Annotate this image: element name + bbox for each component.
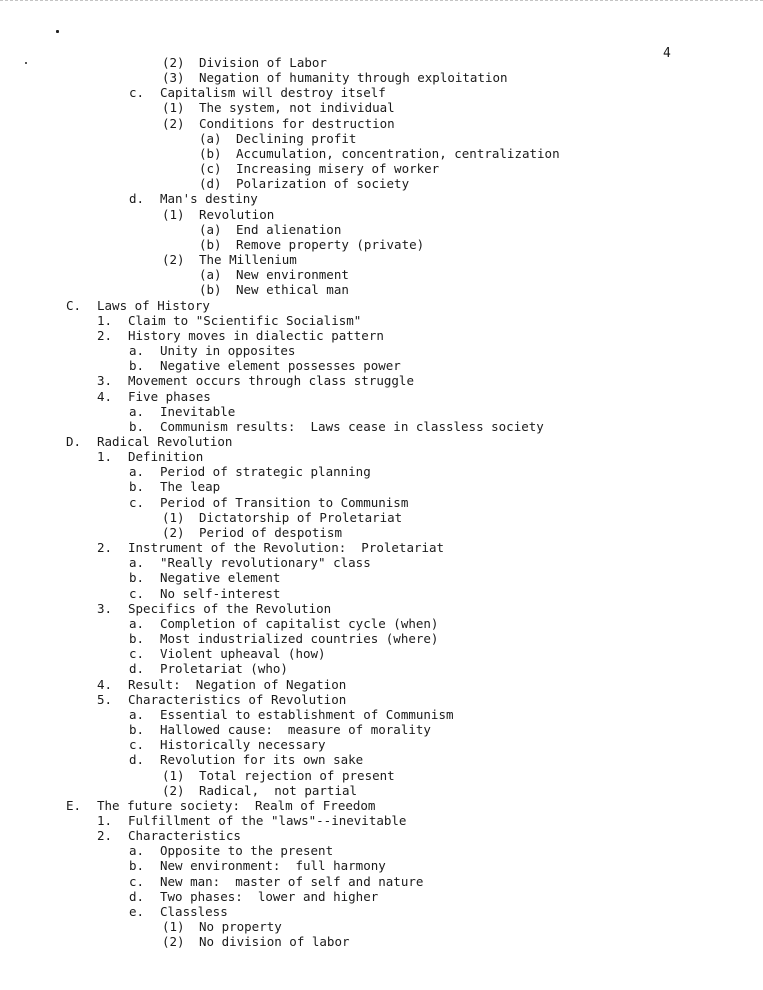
outline-marker: e. bbox=[129, 903, 145, 919]
outline-text: Period of Transition to Communism bbox=[160, 494, 409, 510]
outline-marker: b. bbox=[129, 358, 145, 374]
outline-item bbox=[129, 858, 386, 873]
outline-text: Declining profit bbox=[236, 130, 357, 146]
outline-text: Period of despotism bbox=[199, 524, 342, 540]
outline-marker: c. bbox=[129, 646, 145, 662]
outline-item bbox=[162, 70, 508, 85]
outline-item bbox=[199, 161, 439, 176]
outline-item bbox=[129, 479, 220, 494]
outline-marker: b. bbox=[129, 570, 145, 586]
outline-text: Most industrialized countries (where) bbox=[160, 631, 439, 647]
outline-item bbox=[129, 874, 423, 889]
outline-marker: (a) bbox=[199, 267, 222, 283]
outline-text: Accumulation, concentration, centralization bbox=[236, 145, 560, 161]
outline-marker: (2) bbox=[162, 55, 185, 70]
outline-marker: 2. bbox=[97, 828, 113, 844]
outline-marker: c. bbox=[129, 737, 145, 753]
outline-text: Instrument of the Revolution: Proletariat bbox=[128, 540, 445, 556]
outline-text: Total rejection of present bbox=[199, 767, 395, 783]
outline-marker: 3. bbox=[97, 373, 113, 389]
outline-marker: a. bbox=[129, 843, 145, 859]
outline-text: End alienation bbox=[236, 221, 342, 237]
outline-marker: d. bbox=[129, 752, 145, 768]
outline-text: Hallowed cause: measure of morality bbox=[160, 722, 431, 738]
outline-text: Characteristics of Revolution bbox=[128, 691, 347, 707]
outline-marker: b. bbox=[129, 631, 145, 647]
outline-marker: D. bbox=[66, 434, 82, 449]
outline-item bbox=[129, 752, 363, 767]
outline-text: No property bbox=[199, 919, 282, 935]
outline-marker: C. bbox=[66, 297, 82, 313]
page-number: 4 bbox=[663, 46, 671, 61]
outline-marker: a. bbox=[129, 464, 145, 480]
outline-item bbox=[97, 692, 346, 707]
outline-marker: 1. bbox=[97, 449, 113, 465]
outline-text: No division of labor bbox=[199, 934, 350, 950]
outline-text: Five phases bbox=[128, 388, 211, 404]
outline-item bbox=[97, 813, 406, 828]
outline-item bbox=[129, 904, 228, 919]
outline-marker: (1) bbox=[162, 767, 185, 783]
outline-item bbox=[199, 282, 349, 297]
outline-marker: (2) bbox=[162, 934, 185, 950]
outline-marker: (2) bbox=[162, 524, 185, 540]
outline-text: Proletariat (who) bbox=[160, 661, 288, 677]
outline-marker: d. bbox=[129, 191, 145, 207]
outline-text: "Really revolutionary" class bbox=[160, 555, 371, 571]
outline-text: Two phases: lower and higher bbox=[160, 888, 379, 904]
outline-item bbox=[162, 768, 395, 783]
outline-text: Claim to "Scientific Socialism" bbox=[128, 312, 362, 328]
outline-item bbox=[199, 176, 409, 191]
outline-item bbox=[66, 798, 375, 813]
outline-item bbox=[162, 100, 395, 115]
outline-item bbox=[162, 783, 357, 798]
outline-item bbox=[162, 510, 402, 525]
outline-text: Unity in opposites bbox=[160, 343, 296, 359]
outline-marker: 4. bbox=[97, 388, 113, 404]
outline-marker: (1) bbox=[162, 509, 185, 525]
outline-marker: b. bbox=[129, 722, 145, 738]
outline-marker: (b) bbox=[199, 236, 222, 252]
outline-item bbox=[97, 601, 331, 616]
outline-marker: (b) bbox=[199, 282, 222, 298]
outline-marker: (a) bbox=[199, 130, 222, 146]
outline-marker: (2) bbox=[162, 782, 185, 798]
outline-item bbox=[97, 313, 361, 328]
outline-item bbox=[97, 540, 444, 555]
outline-marker: d. bbox=[129, 888, 145, 904]
outline-text: Increasing misery of worker bbox=[236, 161, 440, 177]
outline-text: Negative element bbox=[160, 570, 281, 586]
outline-text: Inevitable bbox=[160, 403, 236, 419]
outline-item bbox=[97, 373, 414, 388]
outline-text: Polarization of society bbox=[236, 176, 410, 192]
outline-text: Completion of capitalist cycle (when) bbox=[160, 615, 439, 631]
outline-marker: d. bbox=[129, 661, 145, 677]
outline-marker: 5. bbox=[97, 691, 113, 707]
outline-text: Negation of humanity through exploitation bbox=[199, 70, 508, 86]
outline-marker: c. bbox=[129, 494, 145, 510]
outline-text: Definition bbox=[128, 449, 204, 465]
outline-text: New environment bbox=[236, 267, 349, 283]
outline-item bbox=[199, 237, 424, 252]
outline-text: No self-interest bbox=[160, 585, 281, 601]
outline-marker: 1. bbox=[97, 312, 113, 328]
outline-marker: a. bbox=[129, 706, 145, 722]
outline-item bbox=[129, 661, 288, 676]
outline-item bbox=[129, 343, 295, 358]
outline-item bbox=[129, 707, 454, 722]
outline-text: Fulfillment of the "laws"--inevitable bbox=[128, 813, 407, 828]
outline-text: Division of Labor bbox=[199, 55, 327, 70]
outline-text: Laws of History bbox=[97, 297, 210, 313]
outline-item bbox=[97, 328, 384, 343]
outline-text: Radical, not partial bbox=[199, 782, 358, 798]
outline-text: Conditions for destruction bbox=[199, 115, 395, 131]
outline-marker: (1) bbox=[162, 206, 185, 222]
outline-marker: a. bbox=[129, 343, 145, 359]
outline-item bbox=[66, 298, 210, 313]
outline-text: Man's destiny bbox=[160, 191, 258, 207]
outline-marker: c. bbox=[129, 585, 145, 601]
outline-marker: (1) bbox=[162, 919, 185, 935]
outline-item bbox=[129, 85, 386, 100]
outline-marker: 1. bbox=[97, 813, 113, 828]
outline-item bbox=[129, 843, 333, 858]
outline-item bbox=[129, 722, 431, 737]
outline-text: Classless bbox=[160, 903, 228, 919]
outline-marker: a. bbox=[129, 403, 145, 419]
outline-text: History moves in dialectic pattern bbox=[128, 327, 384, 343]
outline-text: Result: Negation of Negation bbox=[128, 676, 347, 692]
outline-text: Negative element possesses power bbox=[160, 358, 401, 374]
outline-marker: b. bbox=[129, 479, 145, 495]
outline-item bbox=[162, 252, 297, 267]
outline-text: The Millenium bbox=[199, 252, 297, 268]
outline-item bbox=[129, 646, 326, 661]
outline-text: Historically necessary bbox=[160, 737, 326, 753]
outline-marker: a. bbox=[129, 555, 145, 571]
outline-text: Opposite to the present bbox=[160, 843, 334, 859]
outline-item bbox=[129, 737, 326, 752]
outline-item bbox=[129, 358, 401, 373]
outline-item bbox=[129, 555, 371, 570]
outline-text: The future society: Realm of Freedom bbox=[97, 797, 376, 813]
outline-item bbox=[199, 267, 349, 282]
outline-item bbox=[129, 404, 235, 419]
outline-text: Communism results: Laws cease in classless society bbox=[160, 418, 544, 434]
outline-text: Essential to establishment of Communism bbox=[160, 706, 454, 722]
outline-marker: (3) bbox=[162, 70, 185, 86]
outline-item bbox=[97, 677, 346, 692]
outline-text: New man: master of self and nature bbox=[160, 873, 424, 889]
outline-item bbox=[129, 631, 438, 646]
outline-marker: (2) bbox=[162, 115, 185, 131]
outline-text: New environment: full harmony bbox=[160, 858, 386, 874]
outline-item bbox=[162, 525, 342, 540]
outline-item bbox=[129, 419, 544, 434]
outline-marker: (d) bbox=[199, 176, 222, 192]
outline-text: Period of strategic planning bbox=[160, 464, 371, 480]
outline-marker: (c) bbox=[199, 161, 222, 177]
outline-text: Revolution for its own sake bbox=[160, 752, 364, 768]
outline-text: Violent upheaval (how) bbox=[160, 646, 326, 662]
outline-marker: (2) bbox=[162, 252, 185, 268]
outline-item bbox=[162, 919, 282, 934]
outline-item bbox=[129, 889, 378, 904]
outline-item bbox=[97, 389, 211, 404]
outline-item bbox=[162, 55, 327, 70]
outline-text: Specifics of the Revolution bbox=[128, 600, 332, 616]
outline-text: Remove property (private) bbox=[236, 236, 425, 252]
outline-item bbox=[66, 434, 232, 449]
outline-text: Movement occurs through class struggle bbox=[128, 373, 414, 389]
outline-item bbox=[129, 616, 438, 631]
outline-marker: 4. bbox=[97, 676, 113, 692]
outline-marker: b. bbox=[129, 858, 145, 874]
outline-item bbox=[199, 146, 560, 161]
outline-item bbox=[97, 449, 203, 464]
outline-marker: 2. bbox=[97, 540, 113, 556]
outline-item bbox=[162, 934, 350, 949]
outline-text: Dictatorship of Proletariat bbox=[199, 509, 403, 525]
outline-marker: E. bbox=[66, 797, 82, 813]
outline-marker: 2. bbox=[97, 327, 113, 343]
outline-item bbox=[129, 191, 258, 206]
outline-marker: a. bbox=[129, 615, 145, 631]
outline-text: Revolution bbox=[199, 206, 275, 222]
outline-marker: c. bbox=[129, 85, 145, 101]
outline-marker: c. bbox=[129, 873, 145, 889]
outline-item bbox=[129, 586, 280, 601]
outline-item bbox=[199, 131, 356, 146]
outline-item bbox=[97, 828, 241, 843]
outline-item bbox=[129, 495, 408, 510]
outline-item bbox=[162, 207, 274, 222]
outline-item bbox=[129, 464, 371, 479]
outline-marker: (1) bbox=[162, 100, 185, 116]
outline-text: The leap bbox=[160, 479, 221, 495]
outline-text: Radical Revolution bbox=[97, 434, 233, 449]
outline-marker: 3. bbox=[97, 600, 113, 616]
outline-text: Characteristics bbox=[128, 828, 241, 844]
outline-marker: (a) bbox=[199, 221, 222, 237]
outline-text: Capitalism will destroy itself bbox=[160, 85, 386, 101]
outline-item bbox=[129, 570, 280, 585]
outline-item bbox=[199, 222, 341, 237]
outline-marker: b. bbox=[129, 418, 145, 434]
outline-text: New ethical man bbox=[236, 282, 349, 298]
outline-text: The system, not individual bbox=[199, 100, 395, 116]
outline-marker: (b) bbox=[199, 145, 222, 161]
outline-item bbox=[162, 116, 395, 131]
